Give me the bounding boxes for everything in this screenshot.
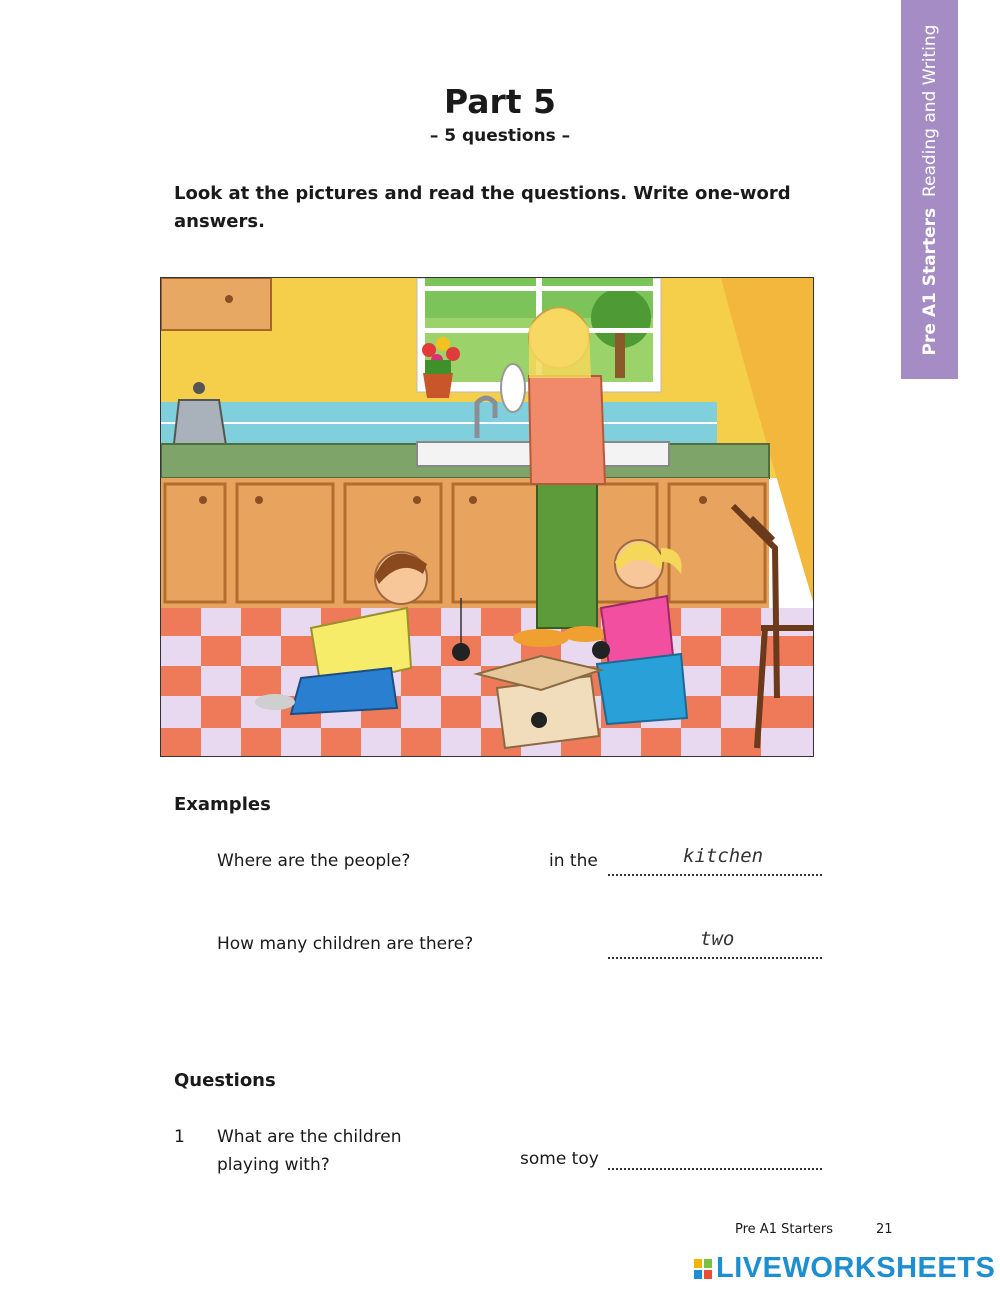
example-answer-line-1 <box>608 872 822 876</box>
page-title: Part 5 <box>443 82 557 121</box>
liveworksheets-logo-icon <box>694 1259 712 1279</box>
example-question-2: How many children are there? <box>217 934 474 954</box>
example-answer-2: two <box>700 928 735 950</box>
example-answer-line-2 <box>608 955 822 959</box>
question-1-prefix: some toy <box>520 1149 599 1169</box>
side-tab-paper: Reading and Writing <box>920 24 940 198</box>
lower-cabinets <box>161 478 769 608</box>
side-tab-text <box>920 25 940 356</box>
question-1-answer-field[interactable] <box>608 1166 822 1170</box>
cabinet-knob <box>225 295 233 303</box>
example-question-1: Where are the people? <box>217 851 411 871</box>
kitchen-illustration <box>161 278 814 757</box>
level-side-tab <box>901 0 958 379</box>
questions-heading: Questions <box>174 1070 276 1091</box>
page-number: 21 <box>876 1222 893 1237</box>
instructions: Look at the pictures and read the questions. Write one-word answers. <box>174 183 791 232</box>
question-1-line-2: playing with? <box>217 1155 330 1175</box>
brand-name: LIVEWORKSHEETS <box>716 1252 996 1284</box>
upper-cabinet <box>161 278 271 330</box>
page-subtitle: – 5 questions – <box>429 126 571 146</box>
example-prefix-1: in the <box>549 851 598 871</box>
examples-heading: Examples <box>174 794 271 815</box>
question-1-text <box>217 1123 401 1179</box>
kitchen-picture <box>160 277 814 757</box>
example-answer-1: kitchen <box>683 845 764 867</box>
question-number-1: 1 <box>174 1127 185 1147</box>
footer-label: Pre A1 Starters <box>735 1222 833 1237</box>
question-1-line-1: What are the children <box>217 1127 402 1147</box>
wall-tiles <box>161 402 717 444</box>
side-tab-level: Pre A1 Starters <box>920 207 940 356</box>
liveworksheets-brand[interactable] <box>694 1252 995 1285</box>
